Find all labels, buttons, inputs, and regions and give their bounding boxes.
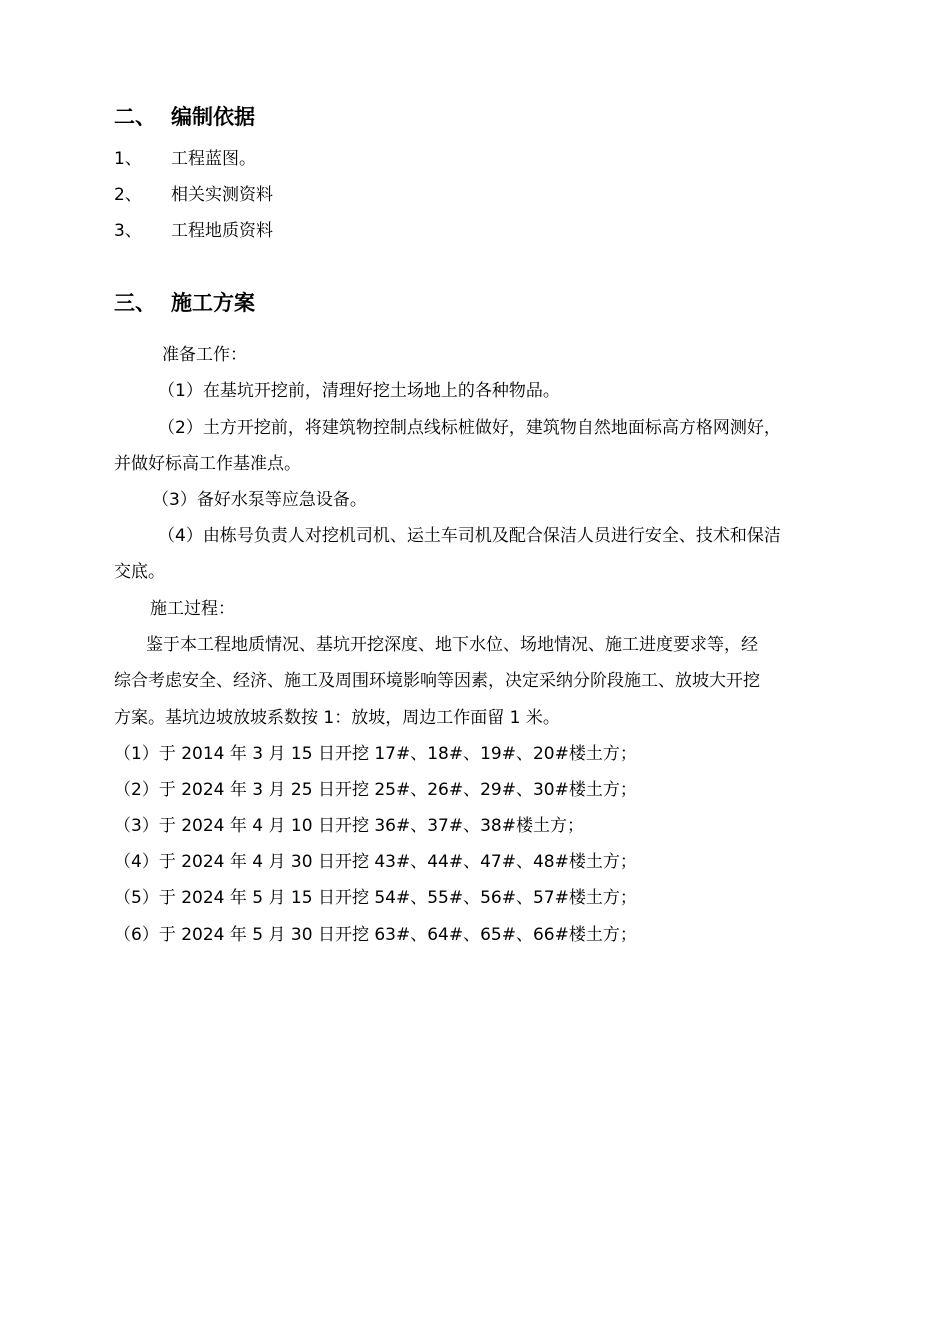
list-item-text: 工程地质资料	[171, 221, 273, 241]
schedule-item: （3）于 2024 年 4 月 10 日开挖 36#、37#、38#楼土方；	[114, 816, 584, 836]
schedule-item: （6）于 2024 年 5 月 30 日开挖 63#、64#、65#、66#楼土方；	[114, 925, 637, 945]
section-number: 三、	[114, 291, 156, 315]
schedule-item: （1）于 2014 年 3 月 15 日开挖 17#、18#、19#、20#楼土方；	[114, 744, 637, 764]
list-item-number: 2、	[114, 185, 142, 205]
paragraph-line: 并做好标高工作基准点。	[114, 454, 301, 474]
schedule-item: （4）于 2024 年 4 月 30 日开挖 43#、44#、47#、48#楼土方；	[114, 852, 637, 872]
list-item-number: 1、	[114, 149, 142, 169]
section-title: 施工方案	[171, 291, 255, 315]
paragraph-line: 交底。	[114, 562, 165, 582]
section-heading-basis	[114, 102, 255, 132]
subheading-process: 施工过程：	[150, 599, 235, 619]
paragraph-line: （1）在基坑开挖前，清理好挖土场地上的各种物品。	[158, 381, 560, 401]
list-item	[114, 183, 273, 207]
paragraph-line: 综合考虑安全、经济、施工及周围环境影响等因素，决定采纳分阶段施工、放坡大开挖	[114, 671, 760, 691]
section-number: 二、	[114, 105, 156, 129]
paragraph-line: （3）备好水泵等应急设备。	[152, 490, 367, 510]
paragraph-line: （4）由栋号负责人对挖机司机、运土车司机及配合保洁人员进行安全、技术和保洁	[158, 526, 781, 546]
schedule-item: （2）于 2024 年 3 月 25 日开挖 25#、26#、29#、30#楼土方；	[114, 780, 637, 800]
section-heading-plan	[114, 288, 255, 318]
list-item-text: 工程蓝图。	[171, 149, 256, 169]
subheading-preparation: 准备工作：	[162, 345, 247, 365]
list-item	[114, 219, 273, 243]
paragraph-line: 方案。基坑边坡放坡系数按 1：放坡，周边工作面留 1 米。	[114, 708, 560, 728]
schedule-item: （5）于 2024 年 5 月 15 日开挖 54#、55#、56#、57#楼土方；	[114, 888, 637, 908]
paragraph-line: 鉴于本工程地质情况、基坑开挖深度、地下水位、场地情况、施工进度要求等，经	[146, 635, 758, 655]
list-item-text: 相关实测资料	[171, 185, 273, 205]
section-title: 编制依据	[171, 105, 255, 129]
list-item-number: 3、	[114, 221, 142, 241]
paragraph-line: （2）土方开挖前，将建筑物控制点线标桩做好，建筑物自然地面标高方格网测好，	[158, 418, 781, 438]
list-item	[114, 147, 256, 171]
